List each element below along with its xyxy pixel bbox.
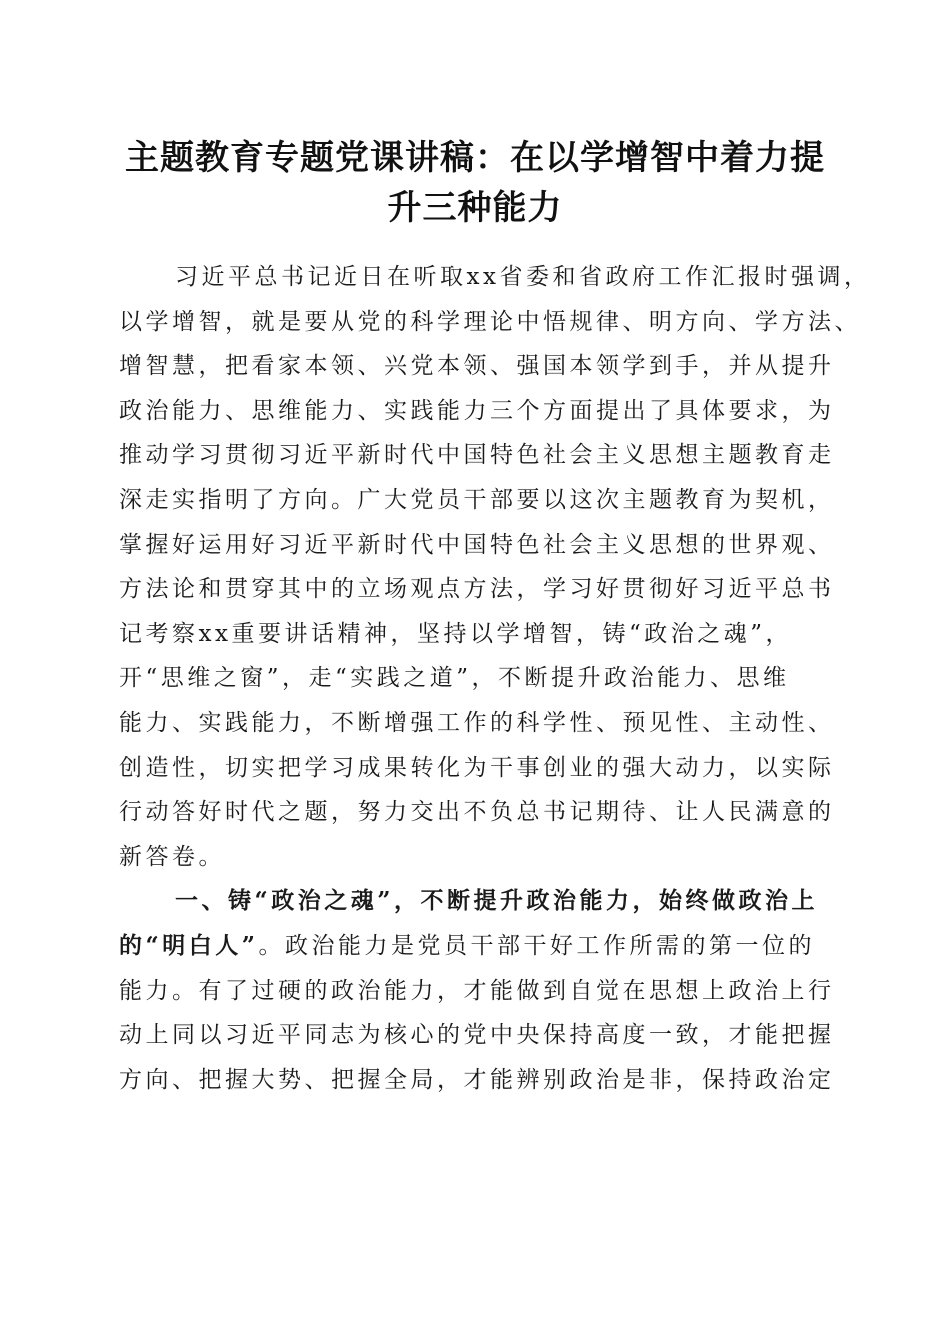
paragraph-line: 能力。有了过硬的政治能力，才能做到自觉在思想上政治上行 <box>119 977 835 1004</box>
paragraph-line: 新答卷。 <box>119 843 225 870</box>
paragraph-line: 掌握好运用好习近平新时代中国特色社会主义思想的世界观、 <box>119 531 835 558</box>
paragraph-line: 动上同以习近平同志为核心的党中央保持高度一致，才能把握 <box>119 1022 835 1049</box>
section-heading-continuation <box>119 924 835 969</box>
paragraph-line: 方向、把握大势、把握全局，才能辨别政治是非，保持政治定 <box>119 1066 835 1093</box>
section-heading-tail: 的“明白人” <box>119 931 259 959</box>
section-text-start: 。政治能力是党员干部干好工作所需的第一位的 <box>258 932 815 959</box>
paragraph-line: 推动学习贯彻习近平新时代中国特色社会主义思想主题教育走 <box>119 442 835 469</box>
paragraph-line: 记考察xx重要讲话精神，坚持以学增智，铸“政治之魂”， <box>119 620 792 647</box>
paragraph-line: 能力、实践能力，不断增强工作的科学性、预见性、主动性、 <box>119 709 835 736</box>
section-heading: 一、铸“政治之魂”，不断提升政治能力，始终做政治上 <box>175 887 818 915</box>
title-line-2: 升三种能力 <box>387 188 563 228</box>
paragraph-line: 创造性，切实把学习成果转化为干事创业的强大动力，以实际 <box>119 754 835 781</box>
title-line-1: 主题教育专题党课讲稿：在以学增智中着力提 <box>125 138 825 178</box>
paragraph-line: 增智慧，把看家本领、兴党本领、强国本领学到手，并从提升 <box>119 353 835 380</box>
paragraph-line: 开“思维之窗”，走“实践之道”，不断提升政治能力、思维 <box>119 665 790 692</box>
paragraph-line: 深走实指明了方向。广大党员干部要以这次主题教育为契机， <box>119 486 835 513</box>
paragraph-line: 习近平总书记近日在听取xx省委和省政府工作汇报时强调， <box>175 264 871 290</box>
paragraph-line: 政治能力、思维能力、实践能力三个方面提出了具体要求，为 <box>119 397 835 424</box>
paragraph-line: 以学增智，就是要从党的科学理论中悟规律、明方向、学方法、 <box>119 308 861 335</box>
document-body <box>119 255 871 1102</box>
paragraph-line: 行动答好时代之题，努力交出不负总书记期待、让人民满意的 <box>119 799 835 826</box>
paragraph-line: 方法论和贯穿其中的立场观点方法，学习好贯彻好习近平总书 <box>119 576 835 603</box>
document-title <box>100 133 850 233</box>
